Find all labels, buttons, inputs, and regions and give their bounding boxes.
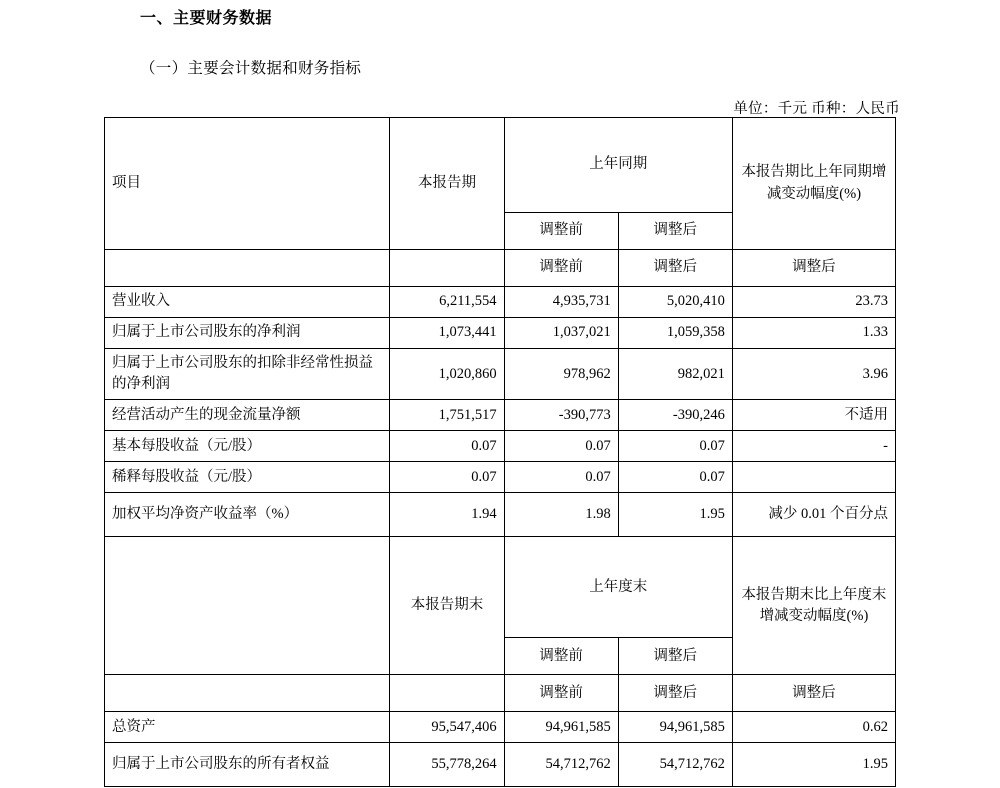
row-current: 95,547,406 (390, 712, 504, 743)
row-change: 23.73 (732, 287, 895, 318)
table-row (105, 400, 896, 431)
header-current-period: 本报告期 (390, 118, 504, 250)
table-header-subrow-2b (105, 675, 896, 712)
row-before: 94,961,585 (504, 712, 618, 743)
row-change: 不适用 (732, 400, 895, 431)
row-current: 0.07 (390, 431, 504, 462)
table-header-row-1 (105, 118, 896, 213)
row-label: 归属于上市公司股东的所有者权益 (105, 743, 390, 787)
header-sub-before-3: 调整前 (504, 638, 618, 675)
row-after: 1.95 (618, 493, 732, 537)
row-current: 6,211,554 (390, 287, 504, 318)
header-last-year-same-period: 上年同期 (504, 118, 732, 213)
header-sub-after-4: 调整后 (618, 675, 732, 712)
header-sub-change: 调整后 (732, 250, 895, 287)
row-current: 1,020,860 (390, 349, 504, 400)
row-before: 0.07 (504, 431, 618, 462)
row-after: -390,246 (618, 400, 732, 431)
row-change: 0.62 (732, 712, 895, 743)
row-before: 4,935,731 (504, 287, 618, 318)
row-before: 1,037,021 (504, 318, 618, 349)
row-after: 982,021 (618, 349, 732, 400)
table-row (105, 712, 896, 743)
row-after: 54,712,762 (618, 743, 732, 787)
row-label: 经营活动产生的现金流量净额 (105, 400, 390, 431)
row-after: 5,020,410 (618, 287, 732, 318)
table-row (105, 349, 896, 400)
header-sub-before-2: 调整前 (504, 250, 618, 287)
row-after: 1,059,358 (618, 318, 732, 349)
row-after: 0.07 (618, 462, 732, 493)
header-sub-change-2: 调整后 (732, 675, 895, 712)
table-header-row-2 (105, 537, 896, 638)
header-item-2 (105, 537, 390, 675)
row-after: 0.07 (618, 431, 732, 462)
header-spacer-item-2 (105, 675, 390, 712)
header-change-rate-2: 本报告期末比上年度末增减变动幅度(%) (732, 537, 895, 675)
header-spacer-item (105, 250, 390, 287)
row-current: 1,751,517 (390, 400, 504, 431)
table-row (105, 287, 896, 318)
table-row (105, 743, 896, 787)
row-change: 1.33 (732, 318, 895, 349)
row-current: 1.94 (390, 493, 504, 537)
header-sub-after: 调整后 (618, 213, 732, 250)
table-row (105, 318, 896, 349)
table-row (105, 431, 896, 462)
financial-data-table (104, 117, 896, 787)
header-last-year-end: 上年度末 (504, 537, 732, 638)
section-heading-1: 一、主要财务数据 (140, 10, 273, 27)
row-before: 0.07 (504, 462, 618, 493)
header-item: 项目 (105, 118, 390, 250)
row-label: 基本每股收益（元/股） (105, 431, 390, 462)
row-change: 减少 0.01 个百分点 (732, 493, 895, 537)
row-label: 加权平均净资产收益率（%） (105, 493, 390, 537)
row-label: 稀释每股收益（元/股） (105, 462, 390, 493)
row-label: 归属于上市公司股东的净利润 (105, 318, 390, 349)
row-current: 55,778,264 (390, 743, 504, 787)
table-header-subrow-1b (105, 250, 896, 287)
row-change: 3.96 (732, 349, 895, 400)
row-label: 营业收入 (105, 287, 390, 318)
header-sub-before: 调整前 (504, 213, 618, 250)
table-row (105, 493, 896, 537)
unit-currency-note: 单位：千元 币种：人民币 (733, 101, 900, 117)
section-heading-2: （一）主要会计数据和财务指标 (140, 60, 362, 77)
row-label: 归属于上市公司股东的扣除非经常性损益的净利润 (105, 349, 390, 400)
row-before: 978,962 (504, 349, 618, 400)
row-change: 1.95 (732, 743, 895, 787)
row-current: 0.07 (390, 462, 504, 493)
row-label: 总资产 (105, 712, 390, 743)
header-sub-after-3: 调整后 (618, 638, 732, 675)
row-current: 1,073,441 (390, 318, 504, 349)
row-before: 1.98 (504, 493, 618, 537)
row-change: - (732, 431, 895, 462)
header-current-period-end: 本报告期末 (390, 537, 504, 675)
header-sub-before-4: 调整前 (504, 675, 618, 712)
row-change (732, 462, 895, 493)
header-sub-after-2: 调整后 (618, 250, 732, 287)
header-change-rate: 本报告期比上年同期增减变动幅度(%) (732, 118, 895, 250)
row-after: 94,961,585 (618, 712, 732, 743)
header-spacer-current (390, 250, 504, 287)
header-spacer-current-2 (390, 675, 504, 712)
row-before: 54,712,762 (504, 743, 618, 787)
table-row (105, 462, 896, 493)
row-before: -390,773 (504, 400, 618, 431)
